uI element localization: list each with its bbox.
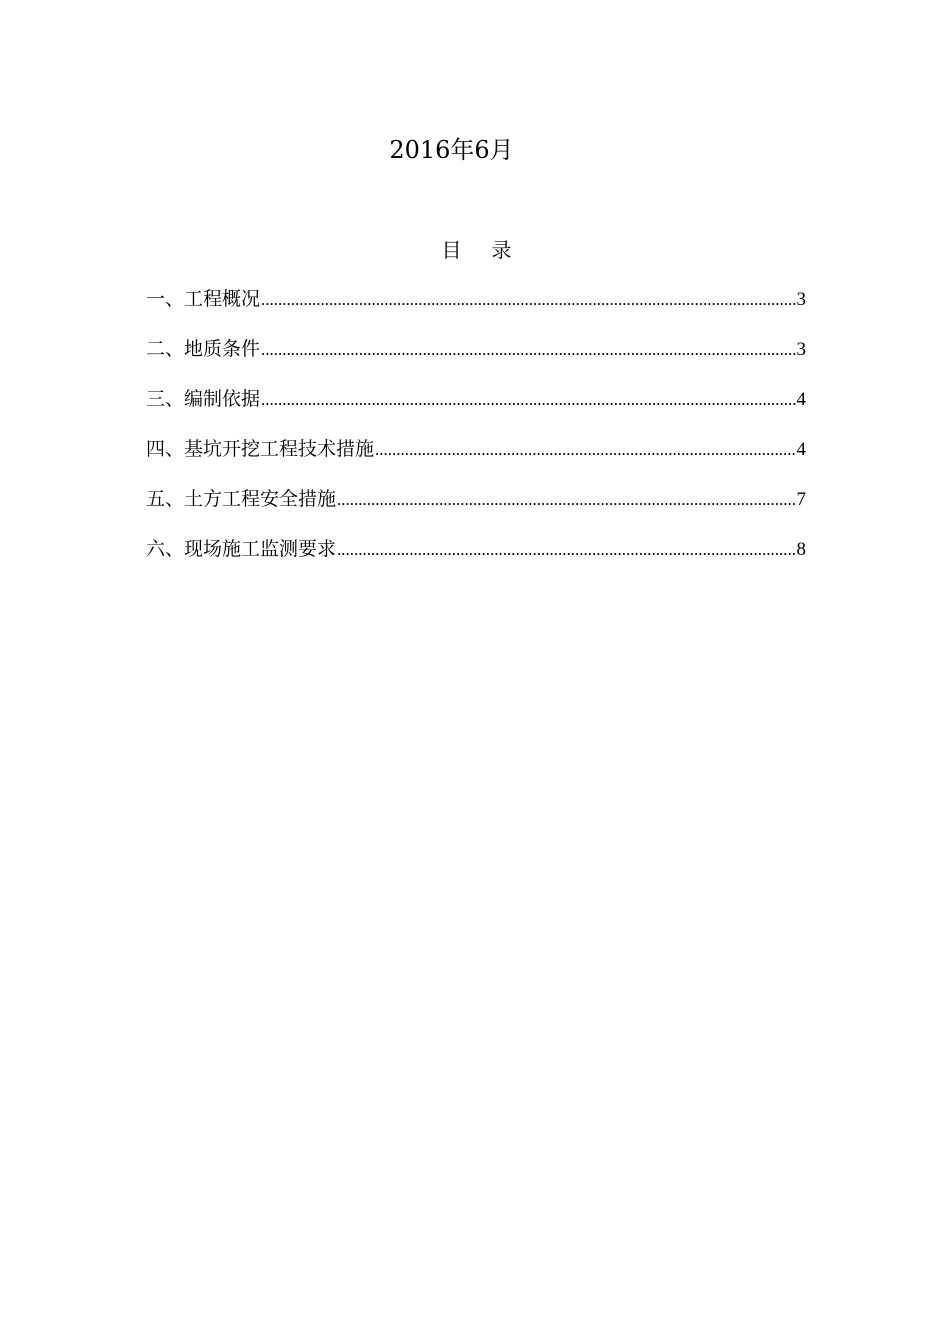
- toc-heading: [0, 235, 950, 265]
- toc-entry[interactable]: [146, 384, 806, 414]
- toc-entry-leader: [261, 285, 795, 315]
- table-of-contents: [146, 284, 806, 584]
- toc-entry-label: 三、编制依据: [146, 388, 261, 410]
- toc-entry-label: 一、工程概况: [146, 288, 261, 310]
- toc-heading-part1: 目: [441, 238, 462, 262]
- toc-entry-page: 3: [796, 339, 806, 360]
- toc-heading-part2: 录: [491, 238, 512, 262]
- toc-entry[interactable]: [146, 484, 806, 514]
- toc-entry-leader: [337, 535, 795, 565]
- toc-entry-page: 7: [796, 489, 806, 510]
- toc-entry-leader: [337, 485, 795, 515]
- toc-entry-leader: [261, 385, 795, 415]
- document-date: 2016年6月: [389, 136, 514, 164]
- toc-entry[interactable]: [146, 534, 806, 564]
- toc-entry-label: 六、现场施工监测要求: [146, 538, 337, 560]
- toc-entry-leader: [261, 335, 795, 365]
- toc-entry-page: 4: [796, 389, 806, 410]
- toc-entry-label: 五、土方工程安全措施: [146, 488, 337, 510]
- toc-entry-page: 4: [796, 439, 806, 460]
- toc-entry-page: 8: [796, 539, 806, 560]
- toc-entry[interactable]: [146, 434, 806, 464]
- toc-entry[interactable]: [146, 284, 806, 314]
- toc-entry-label: 二、地质条件: [146, 338, 261, 360]
- toc-entry[interactable]: [146, 334, 806, 364]
- toc-entry-leader: [375, 435, 795, 465]
- toc-entry-label: 四、基坑开挖工程技术措施: [146, 438, 375, 460]
- toc-entry-page: 3: [796, 289, 806, 310]
